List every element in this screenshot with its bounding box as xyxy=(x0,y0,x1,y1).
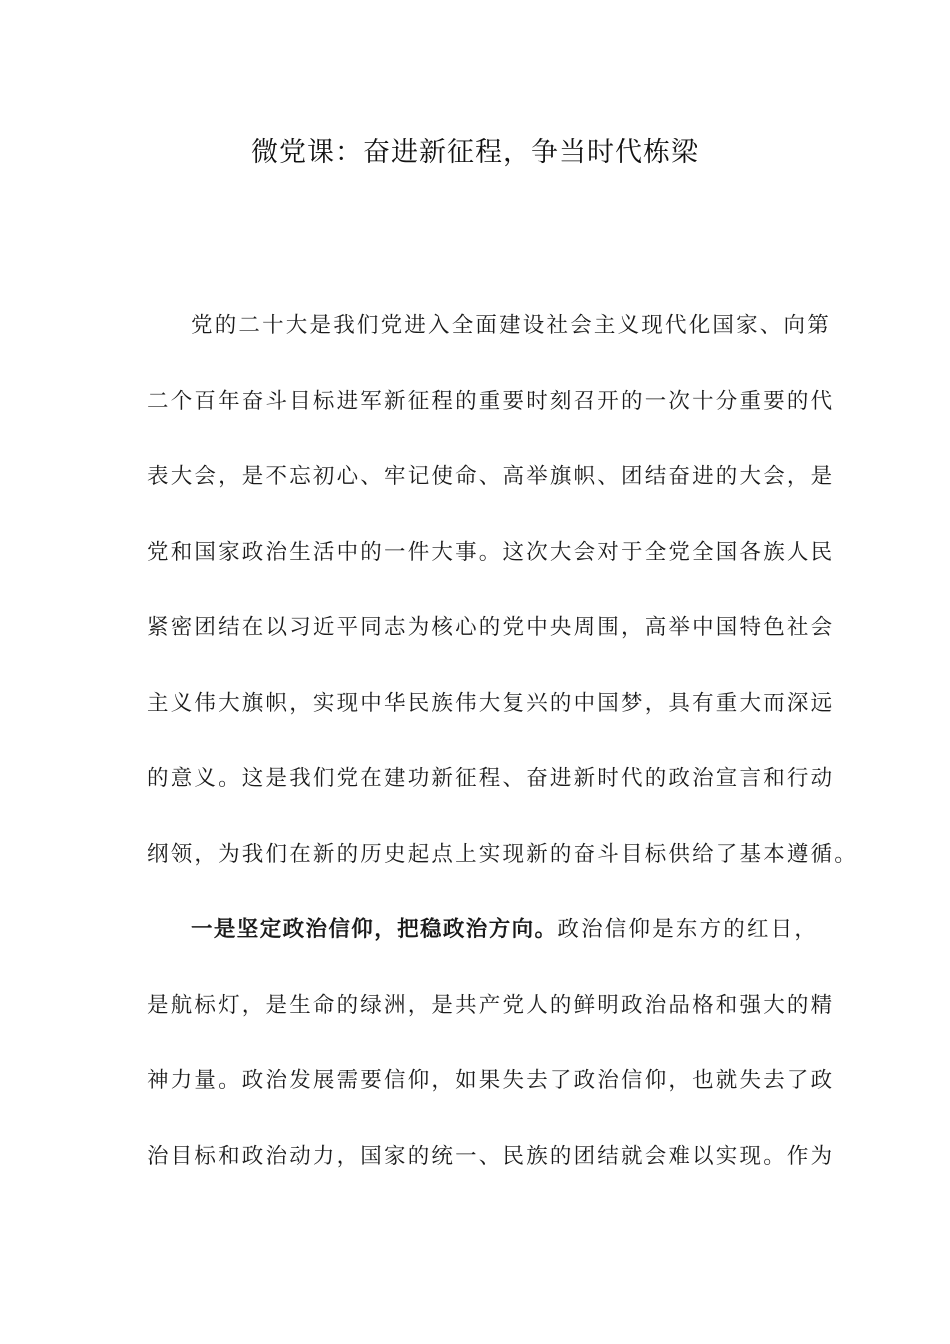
section-lead-heading: 一是坚定政治信仰，把稳政治方向。 xyxy=(191,917,558,942)
text-line: 表大会，是不忘初心、牢记使命、高举旗帜、团结奋进的大会，是 xyxy=(147,464,835,489)
paragraph-point-one xyxy=(147,892,835,1194)
text-line: 神力量。政治发展需要信仰，如果失去了政治信仰，也就失去了政 xyxy=(147,1068,835,1093)
text-line: 纲领，为我们在新的历史起点上实现新的奋斗目标供给了基本遵循。 xyxy=(147,841,859,867)
text-line xyxy=(147,288,831,364)
text-line: 治目标和政治动力，国家的统一、民族的团结就会难以实现。作为 xyxy=(147,1143,835,1169)
text-line xyxy=(147,892,819,968)
text-line: 二个百年奋斗目标进军新征程的重要时刻召开的一次十分重要的代 xyxy=(147,388,835,414)
text-line: 主义伟大旗帜，实现中华民族伟大复兴的中国梦，具有重大而深远 xyxy=(147,690,835,716)
text-line-content: 党的二十大是我们党进入全面建设社会主义现代化国家、向第 xyxy=(191,313,831,338)
text-line-content: 政治信仰是东方的红日， xyxy=(557,917,819,942)
document-title: 微党课：奋进新征程，争当时代栋梁 xyxy=(251,137,699,168)
paragraph-intro xyxy=(147,288,859,892)
text-line: 是航标灯，是生命的绿洲，是共产党人的鲜明政治品格和强大的精 xyxy=(147,992,835,1018)
text-line: 党和国家政治生活中的一件大事。这次大会对于全党全国各族人民 xyxy=(147,539,835,565)
text-line: 的意义。这是我们党在建功新征程、奋进新时代的政治宣言和行动 xyxy=(147,766,835,791)
text-line: 紧密团结在以习近平同志为核心的党中央周围，高举中国特色社会 xyxy=(147,615,835,640)
